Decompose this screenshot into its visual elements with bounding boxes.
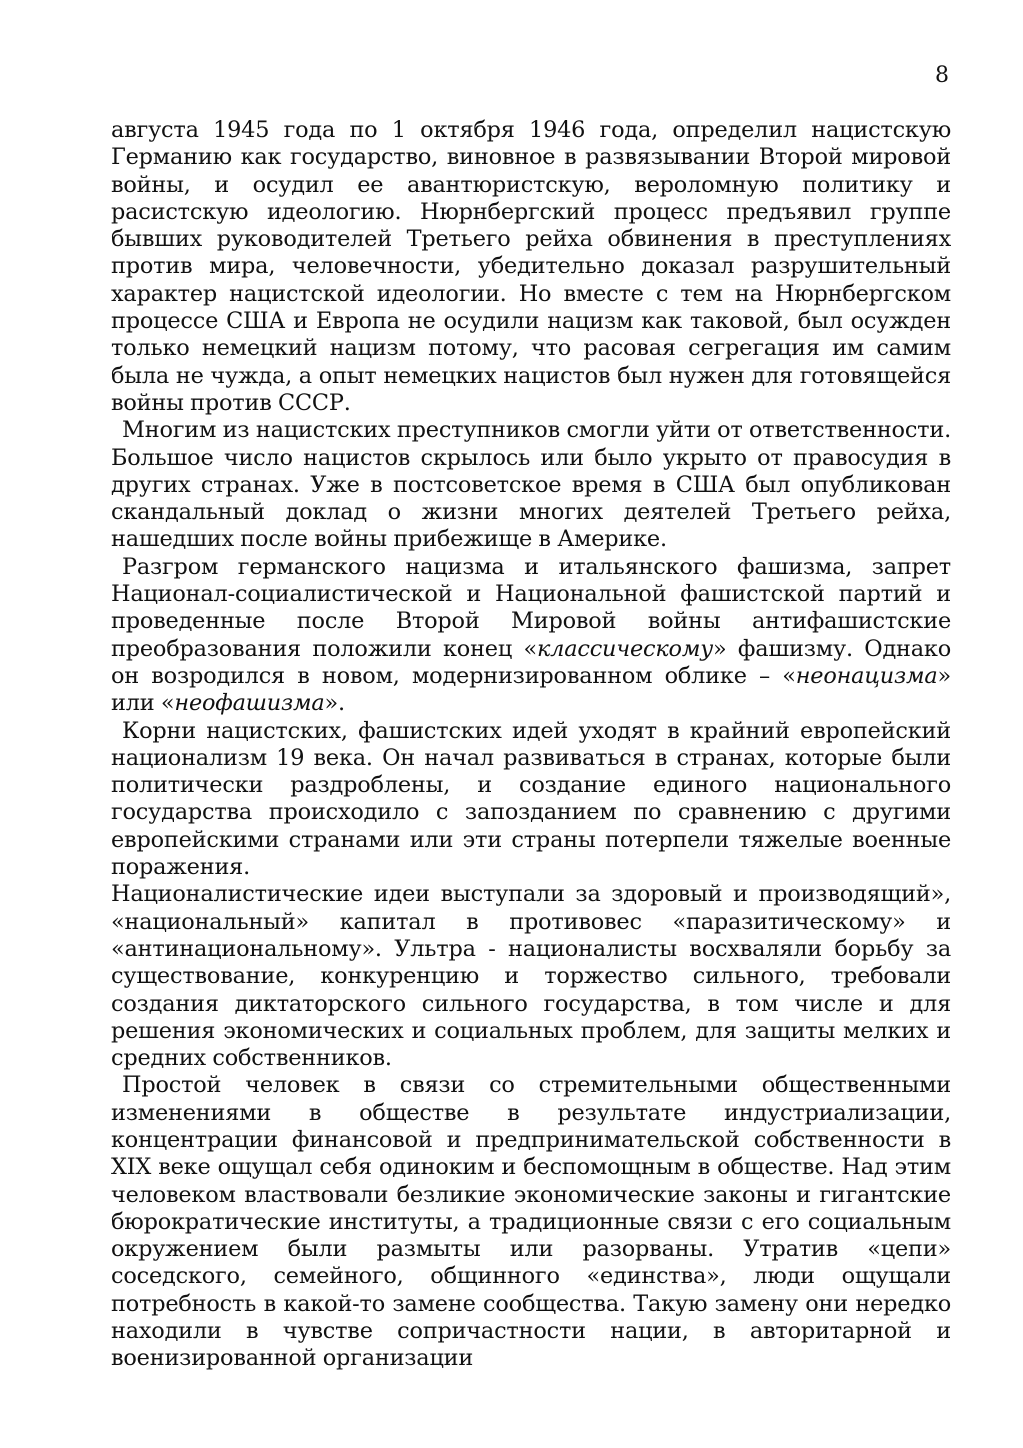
paragraph-text: Корни нацистских, фашистских идей уходят в крайний европейский национализм 19 века. Он начал развиваться в странах, которые были политически раздроблены, и создание единого национального государства происходило с запозданием по сравнению с другими европейскими странами или эти страны потерпели тяжелые военные поражения. <box>111 717 951 881</box>
italic-text: неонацизма <box>795 662 938 689</box>
paragraph-text: Многим из нацистских преступников смогли уйти от ответственности. Большое число нацистов скрылось или было укрыто от правосудия в других странах. Уже в постсоветское время в США был опубликован скандальный доклад о жизни многих деятелей Третьего рейха, нашедших после войны прибежище в Америке. <box>111 417 951 553</box>
paragraph-text: Разгром германского нацизма и итальянского фашизма, запрет Национал-социалистической и Национальной фашистской партий и проведенные после Второй Мировой войны антифашистские преобразования положили конец « <box>111 553 951 662</box>
paragraph <box>111 117 951 417</box>
paragraph <box>111 718 951 882</box>
paragraph-text: Националистические идеи выступали за здоровый и производящий», «национальный» капитал в противовес «паразитическому» и «антинациональному». Ультра - националисты восхваляли борьбу за существование, конкуренцию и торжество сильного, требовали создания диктаторского сильного государства, в том числе и для решения экономических и социальных проблем, для защиты мелких и средних собственников. <box>111 881 951 1072</box>
paragraph <box>111 554 951 718</box>
italic-text: неофашизма <box>174 690 325 717</box>
page-number: 8 <box>935 63 949 88</box>
paragraph-text: августа 1945 года по 1 октября 1946 года, определил нацистскую Германию как государство, виновное в развязывании Второй мировой войны, и осудил ее авантюристскую, вероломную политику и расистскую идеологию. Нюрнбергский процесс предъявил группе бывших руководителей Третьего рейха обвинения в преступлениях против мира, человечности, убедительно доказал разрушительный характер нацистской идеологии. Но вместе с тем на Нюрнбергском процессе США и Европа не осудили нацизм как таковой, был осужден только немецкий нацизм потому, что расовая сегрегация им самим была не чужда, а опыт немецких нацистов был нужен для готовящейся войны против СССР. <box>111 117 951 416</box>
paragraph-text: Простой человек в связи со стремительными общественными изменениями в обществе в результате индустриализации, концентрации финансовой и предпринимательской собственности в XIX веке ощущал себя одиноким и беспомощным в обществе. Над этим человеком властвовали безликие экономические законы и гигантские бюрократические институты, а традиционные связи с его социальным окружением были размыты или разорваны. Утратив «цепи» соседского, семейного, общинного «единства», люди ощущали потребность в какой-то замене сообщества. Такую замену они нередко находили в чувстве сопричастности нации, в авторитарной и военизированной организации <box>111 1072 951 1372</box>
paragraph-text: ». <box>324 690 345 717</box>
italic-text: классическому <box>536 635 713 662</box>
paragraph-text: » или « <box>111 662 951 717</box>
paragraph <box>111 881 951 1072</box>
body-text <box>111 117 951 1373</box>
paragraph <box>111 1072 951 1372</box>
paragraph-text: » фашизму. Однако он возродился в новом, модернизированном облике – « <box>111 635 951 689</box>
paragraph <box>111 417 951 553</box>
